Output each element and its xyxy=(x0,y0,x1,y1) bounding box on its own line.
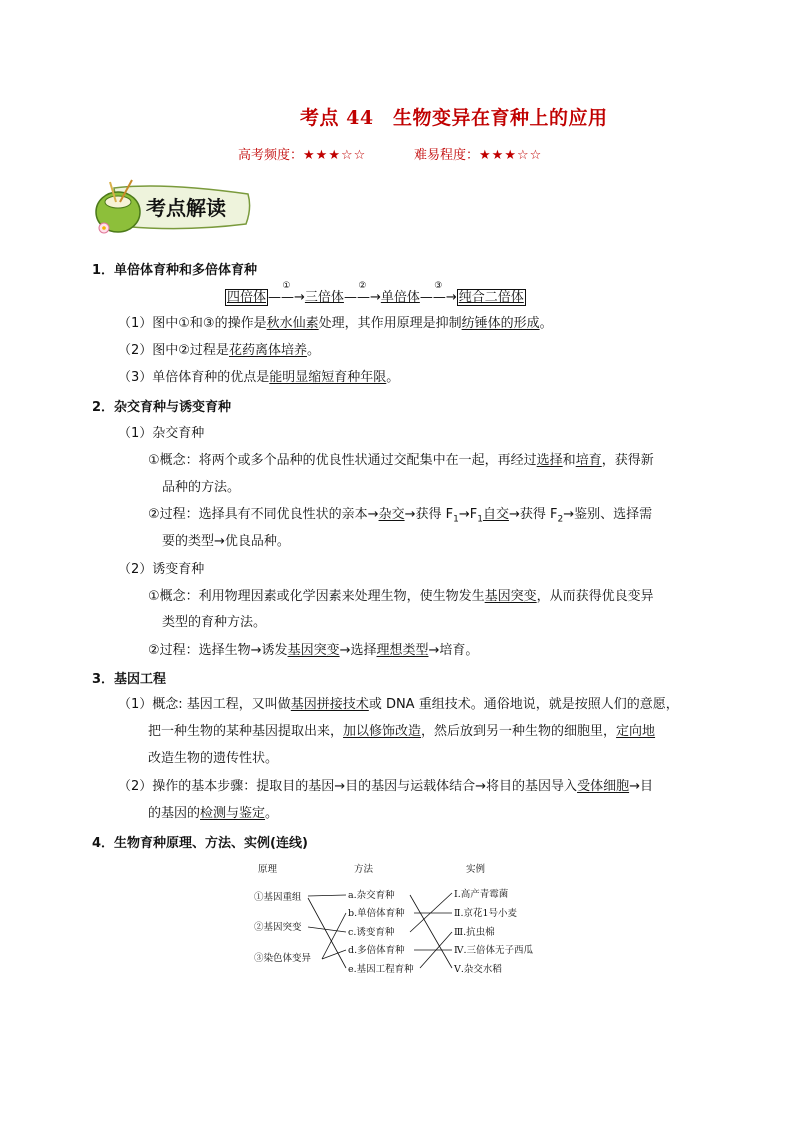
frequency-label: 高考频度： xyxy=(238,148,304,163)
method-item: d.多倍体育种 xyxy=(348,945,405,956)
answer: 纺锤体的形成 xyxy=(461,316,540,331)
text: ①概念：利用物理因素或化学因素来处理生物，使生物发生 xyxy=(148,589,485,604)
column-header-principle: 原理 xyxy=(258,864,278,875)
link-line xyxy=(308,927,346,932)
answer: 受体细胞 xyxy=(577,779,630,794)
text: ②过程：选择具有不同优良性状的亲本→ xyxy=(148,507,379,522)
s2-process-1-line-2: 要的类型→优良品种。 xyxy=(162,534,290,549)
principle-item: ①基因重组 xyxy=(254,892,302,903)
s3-concept-line-2 xyxy=(148,722,655,742)
method-item: b.单倍体育种 xyxy=(348,908,405,919)
text: →目 xyxy=(629,779,653,794)
method-item: c.诱变育种 xyxy=(348,927,395,938)
text: →选择 xyxy=(339,643,377,658)
s1-paragraph-2 xyxy=(118,341,320,361)
section-1-heading: 1．单倍体育种和多倍体育种 xyxy=(92,263,258,278)
example-item: Ⅴ.杂交水稻 xyxy=(454,964,502,975)
text: （2）操作的基本步骤：提取目的基因→目的基因与运载体结合→将目的基因导入 xyxy=(118,779,578,794)
text: 。 xyxy=(306,343,320,358)
link-line xyxy=(410,893,452,932)
text: （1）图中①和③的操作是 xyxy=(118,316,267,331)
text: ，然后放到另一种生物的细胞里， xyxy=(421,724,617,739)
answer: 基因突变 xyxy=(484,589,537,604)
subscript: 2 xyxy=(557,514,564,525)
text: 把一种生物的某种基因提取出来， xyxy=(148,724,344,739)
s2-process-1-line-1 xyxy=(148,505,652,530)
ploidy-chain xyxy=(225,281,526,305)
s1-paragraph-3 xyxy=(118,368,399,388)
s2-process-2 xyxy=(148,641,478,661)
link-line xyxy=(322,913,346,959)
example-item: Ⅱ.京花1号小麦 xyxy=(454,908,518,919)
method-item: e.基因工程育种 xyxy=(348,964,414,975)
column-header-method: 方法 xyxy=(354,864,374,875)
text: →鉴别、选择需 xyxy=(563,507,653,522)
link-line xyxy=(308,895,346,896)
answer: 花药离体培养 xyxy=(228,343,307,358)
chain-step-1: ① xyxy=(282,281,291,291)
text: 。 xyxy=(539,316,553,331)
answer: 自交 xyxy=(482,507,509,522)
s1-paragraph-1 xyxy=(118,314,553,334)
answer: 能明显缩短育种年限 xyxy=(269,370,387,385)
answer: 培育 xyxy=(575,453,602,468)
chain-step-2: ② xyxy=(358,281,367,291)
s2-subheading-2: （2）诱变育种 xyxy=(118,562,205,577)
text: ，获得新 xyxy=(601,453,654,468)
method-item: a.杂交育种 xyxy=(348,890,395,901)
principle-item: ③染色体变异 xyxy=(254,953,312,964)
answer: 基因突变 xyxy=(287,643,340,658)
s3-concept-line-3: 改造生物的遗传性状。 xyxy=(148,751,279,766)
chain-arrow-1: ——→ ① xyxy=(268,281,305,305)
text: 。 xyxy=(386,370,400,385)
section-4-heading: 4．生物育种原理、方法、实例(连线) xyxy=(92,836,308,851)
section-logo xyxy=(92,178,252,236)
s2-concept-2-line-1 xyxy=(148,587,654,607)
chain-step-3: ③ xyxy=(434,281,443,291)
text: 或 DNA 重组技术。通俗地说，就是按照人们的意愿， xyxy=(368,697,679,712)
answer: 定向地 xyxy=(616,724,656,739)
section-3-heading: 3．基因工程 xyxy=(92,672,167,687)
column-header-example: 实例 xyxy=(466,864,486,875)
s2-concept-1-line-1 xyxy=(148,451,654,471)
example-item: Ⅳ.三倍体无子西瓜 xyxy=(454,945,534,956)
s2-concept-1-line-2: 品种的方法。 xyxy=(162,480,241,495)
text: →获得 F xyxy=(508,507,558,522)
difficulty-rating xyxy=(414,144,542,163)
text: （2）图中②过程是 xyxy=(118,343,229,358)
subscript: 1 xyxy=(477,514,483,525)
matching-diagram-svg xyxy=(250,860,550,980)
text: 。 xyxy=(265,806,279,821)
chain-node-haploid: 单倍体 xyxy=(380,290,420,305)
chain-arrow-3: ——→ ③ xyxy=(419,281,457,305)
chain-node-tetraploid: 四倍体 xyxy=(227,290,267,305)
answer: 秋水仙素 xyxy=(266,316,319,331)
page-title: 考点 44 生物变异在育种上的应用 xyxy=(300,107,608,129)
text: 和 xyxy=(562,453,576,468)
frequency-stars: ★★★☆☆ xyxy=(303,148,367,163)
difficulty-label: 难易程度： xyxy=(414,148,480,163)
text: →获得 F xyxy=(404,507,454,522)
text: →培育。 xyxy=(428,643,479,658)
answer: 基因拼接技术 xyxy=(290,697,369,712)
section-2-heading: 2．杂交育种与诱变育种 xyxy=(92,400,232,415)
text: 处理，其作用原理是抑制 xyxy=(318,316,462,331)
text: ，从而获得优良变异 xyxy=(536,589,654,604)
answer: 选择 xyxy=(536,453,563,468)
answer: 理想类型 xyxy=(376,643,429,658)
answer: 加以修饰改造 xyxy=(343,724,422,739)
text: 的基因的 xyxy=(148,806,201,821)
principle-item: ②基因突变 xyxy=(254,922,302,933)
s2-concept-2-line-2: 类型的育种方法。 xyxy=(162,615,267,630)
link-line xyxy=(410,895,452,968)
chain-node-triploid: 三倍体 xyxy=(304,290,344,305)
s3-steps-line-2 xyxy=(148,804,278,824)
text: （1）概念: 基因工程，又叫做 xyxy=(118,697,291,712)
subscript: 1 xyxy=(453,514,459,525)
matching-diagram xyxy=(250,860,550,984)
text: →F xyxy=(458,507,478,522)
example-item: Ⅲ.抗虫棉 xyxy=(454,927,495,938)
example-item: Ⅰ.高产青霉菌 xyxy=(454,889,509,900)
text: （3）单倍体育种的优点是 xyxy=(118,370,270,385)
frequency-rating xyxy=(238,144,366,163)
chain-node-diploid: 纯合二倍体 xyxy=(458,290,524,305)
s3-steps-line-1 xyxy=(118,777,653,797)
s3-concept-line-1 xyxy=(118,695,679,715)
answer: 检测与鉴定 xyxy=(200,806,266,821)
answer: 杂交 xyxy=(378,507,405,522)
logo-text: 考点解读 xyxy=(146,196,226,220)
chain-arrow-2: ——→ ② xyxy=(343,281,381,305)
text: ②过程：选择生物→诱发 xyxy=(148,643,288,658)
difficulty-stars: ★★★☆☆ xyxy=(479,148,543,163)
text: ①概念：将两个或多个品种的优良性状通过交配集中在一起，再经过 xyxy=(148,453,537,468)
s2-subheading-1: （1）杂交育种 xyxy=(118,426,205,441)
